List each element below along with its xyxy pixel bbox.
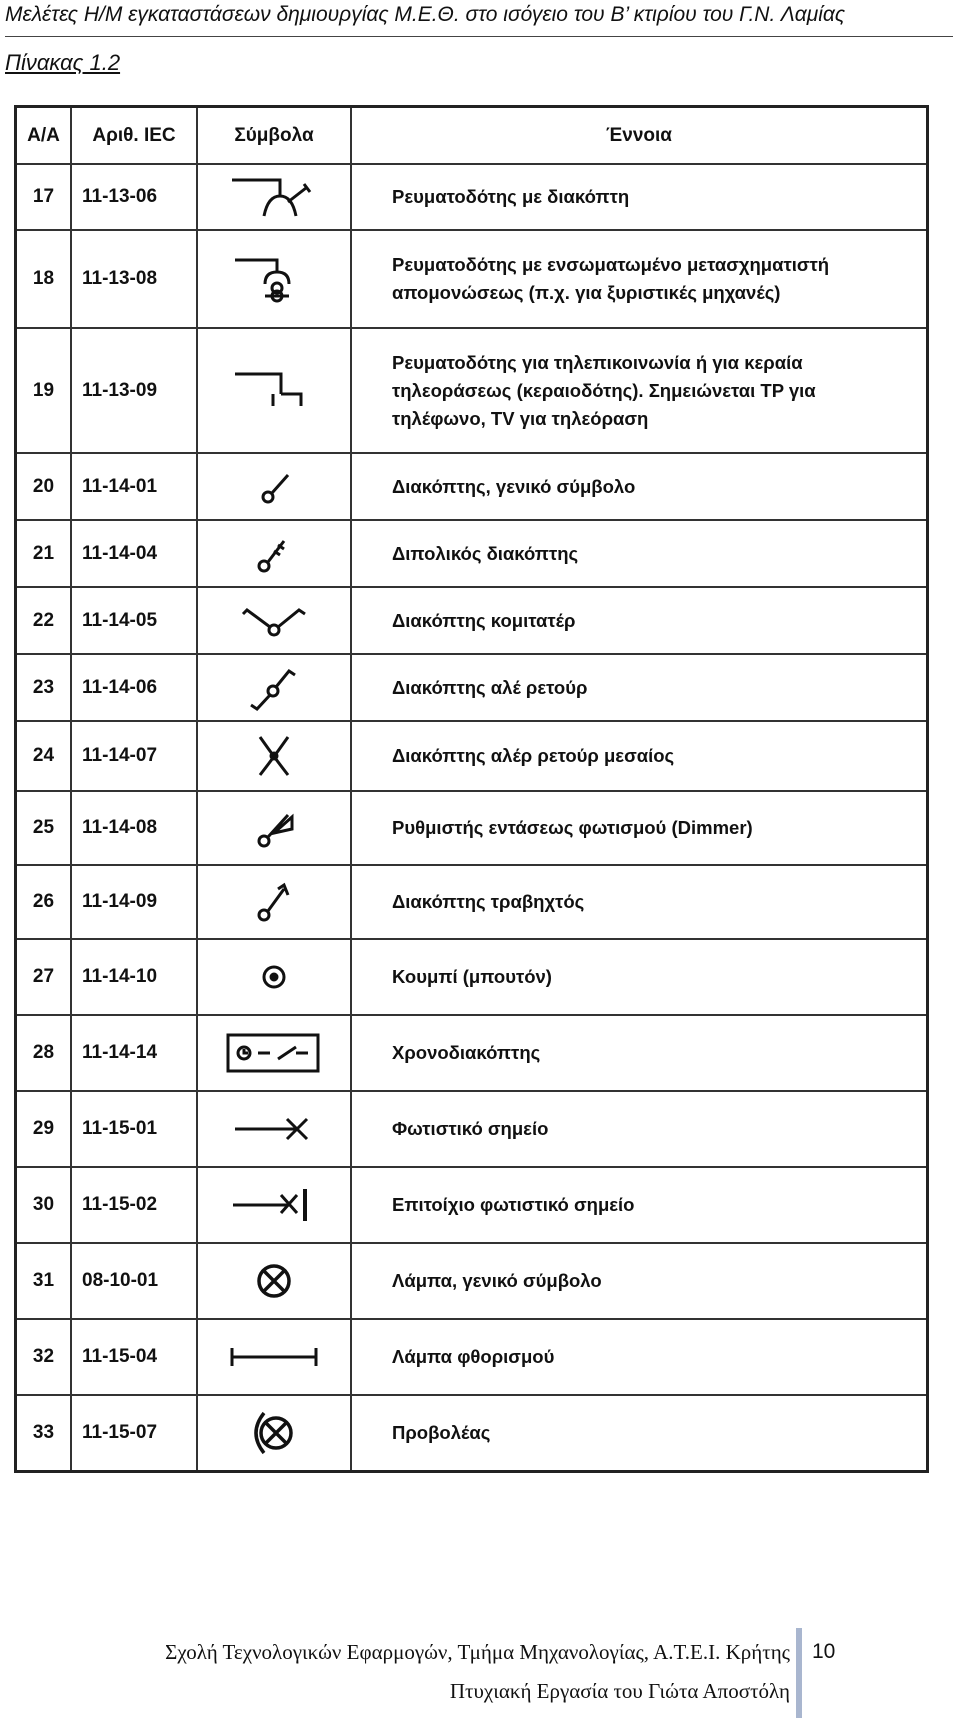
symbol-cell (197, 587, 351, 654)
symbol-meaning: Ρυθμιστής εντάσεως φωτισμού (Dimmer) (351, 791, 928, 865)
iec-code: 11-13-09 (71, 328, 197, 453)
symbol-cell (197, 791, 351, 865)
fluorescent-lamp-icon (198, 1342, 350, 1372)
table-row (16, 654, 928, 721)
table-row (16, 721, 928, 791)
row-number: 32 (16, 1319, 72, 1395)
two-way-switch-icon (198, 663, 350, 713)
iec-code: 11-13-08 (71, 230, 197, 328)
column-header-aa: Α/Α (16, 107, 72, 165)
iec-code: 11-14-01 (71, 453, 197, 520)
symbol-meaning: Διπολικός διακόπτης (351, 520, 928, 587)
symbol-meaning: Φωτιστικό σημείο (351, 1091, 928, 1167)
iec-code: 11-14-08 (71, 791, 197, 865)
row-number: 28 (16, 1015, 72, 1091)
table-row (16, 1015, 928, 1091)
symbol-meaning: Διακόπτης αλέρ ρετούρ μεσαίος (351, 721, 928, 791)
socket-with-isolating-transformer-icon (198, 254, 350, 304)
row-number: 19 (16, 328, 72, 453)
table-row (16, 1091, 928, 1167)
symbol-meaning: Χρονοδιακόπτης (351, 1015, 928, 1091)
footer-divider (796, 1628, 802, 1718)
table-row (16, 1167, 928, 1243)
running-header: Μελέτες Η/Μ εγκαταστάσεων δημιουργίας Μ.Ε.Θ. στο ισόγειο του Β’ κτιρίου του Γ.Ν. Λαμίας (5, 0, 953, 37)
symbol-meaning: Διακόπτης, γενικό σύμβολο (351, 453, 928, 520)
table-row (16, 1395, 928, 1471)
table-row (16, 865, 928, 939)
row-number: 20 (16, 453, 72, 520)
iec-code: 08-10-01 (71, 1243, 197, 1319)
symbol-cell (197, 721, 351, 791)
table-row (16, 453, 928, 520)
symbol-meaning: Ρευματοδότης με ενσωματωμένο μετασχηματιστή απομονώσεως (π.χ. για ξυριστικές μηχανές) (351, 230, 928, 328)
row-number: 29 (16, 1091, 72, 1167)
row-number: 24 (16, 721, 72, 791)
time-switch-icon (198, 1031, 350, 1075)
symbol-cell (197, 328, 351, 453)
table-row (16, 230, 928, 328)
iec-code: 11-15-07 (71, 1395, 197, 1471)
lighting-point-icon (198, 1112, 350, 1146)
pull-switch-icon (198, 877, 350, 927)
row-number: 26 (16, 865, 72, 939)
row-number: 31 (16, 1243, 72, 1319)
symbol-cell (197, 1395, 351, 1471)
symbol-cell (197, 453, 351, 520)
row-number: 27 (16, 939, 72, 1015)
footer-school: Σχολή Τεχνολογικών Εφαρμογών, Τμήμα Μηχανολογίας, Α.Τ.Ε.Ι. Κρήτης (165, 1640, 790, 1664)
socket-with-switch-icon (198, 174, 350, 220)
symbol-meaning: Διακόπτης τραβηχτός (351, 865, 928, 939)
symbol-cell (197, 164, 351, 230)
symbol-cell (197, 865, 351, 939)
row-number: 18 (16, 230, 72, 328)
symbol-cell (197, 1243, 351, 1319)
column-header-iec: Αριθ. IEC (71, 107, 197, 165)
table-row (16, 520, 928, 587)
intermediate-switch-icon (198, 731, 350, 781)
symbols-table (14, 105, 929, 1473)
symbol-meaning: Διακόπτης αλέ ρετούρ (351, 654, 928, 721)
symbol-cell (197, 230, 351, 328)
symbol-cell (197, 1167, 351, 1243)
column-header-meaning: Έννοια (351, 107, 928, 165)
two-pole-switch-icon (198, 533, 350, 575)
table-row (16, 1243, 928, 1319)
symbol-meaning: Κουμπί (μπουτόν) (351, 939, 928, 1015)
dimmer-icon (198, 803, 350, 853)
column-header-symbol: Σύμβολα (197, 107, 351, 165)
symbol-meaning: Προβολέας (351, 1395, 928, 1471)
symbol-cell (197, 1319, 351, 1395)
symbol-meaning: Ρευματοδότης για τηλεπικοινωνία ή για κεραία τηλεοράσεως (κεραιοδότης). Σημειώνεται TP για τηλέφωνο, TV για τηλεόραση (351, 328, 928, 453)
footer-thesis: Πτυχιακή Εργασία του Γιώτα Αποστόλη (449, 1679, 790, 1703)
table-row (16, 164, 928, 230)
symbol-cell (197, 520, 351, 587)
symbol-meaning: Λάμπα φθορισμού (351, 1319, 928, 1395)
iec-code: 11-14-07 (71, 721, 197, 791)
symbol-meaning: Διακόπτης κομιτατέρ (351, 587, 928, 654)
wall-lighting-point-icon (198, 1185, 350, 1225)
symbol-cell (197, 654, 351, 721)
row-number: 23 (16, 654, 72, 721)
iec-code: 11-15-01 (71, 1091, 197, 1167)
iec-code: 11-14-05 (71, 587, 197, 654)
table-row (16, 791, 928, 865)
row-number: 17 (16, 164, 72, 230)
table-caption: Πίνακας 1.2 (5, 50, 121, 75)
symbol-meaning: Ρευματοδότης με διακόπτη (351, 164, 928, 230)
page-number: 10 (812, 1640, 836, 1663)
symbol-cell (197, 1015, 351, 1091)
switch-general-icon (198, 467, 350, 507)
row-number: 21 (16, 520, 72, 587)
table-header-row (16, 107, 928, 165)
commutator-switch-icon (198, 600, 350, 642)
lamp-icon (198, 1259, 350, 1303)
table-row (16, 939, 928, 1015)
iec-code: 11-14-06 (71, 654, 197, 721)
iec-code: 11-13-06 (71, 164, 197, 230)
telecom-socket-icon (198, 366, 350, 416)
table-row (16, 328, 928, 453)
table-row (16, 1319, 928, 1395)
symbol-cell (197, 1091, 351, 1167)
iec-code: 11-15-04 (71, 1319, 197, 1395)
symbol-meaning: Επιτοίχιο φωτιστικό σημείο (351, 1167, 928, 1243)
table-row (16, 587, 928, 654)
row-number: 30 (16, 1167, 72, 1243)
iec-code: 11-14-10 (71, 939, 197, 1015)
iec-code: 11-14-04 (71, 520, 197, 587)
row-number: 25 (16, 791, 72, 865)
row-number: 33 (16, 1395, 72, 1471)
push-button-icon (198, 957, 350, 997)
iec-code: 11-14-14 (71, 1015, 197, 1091)
row-number: 22 (16, 587, 72, 654)
iec-code: 11-14-09 (71, 865, 197, 939)
floodlight-icon (198, 1405, 350, 1461)
iec-code: 11-15-02 (71, 1167, 197, 1243)
symbol-meaning: Λάμπα, γενικό σύμβολο (351, 1243, 928, 1319)
symbol-cell (197, 939, 351, 1015)
